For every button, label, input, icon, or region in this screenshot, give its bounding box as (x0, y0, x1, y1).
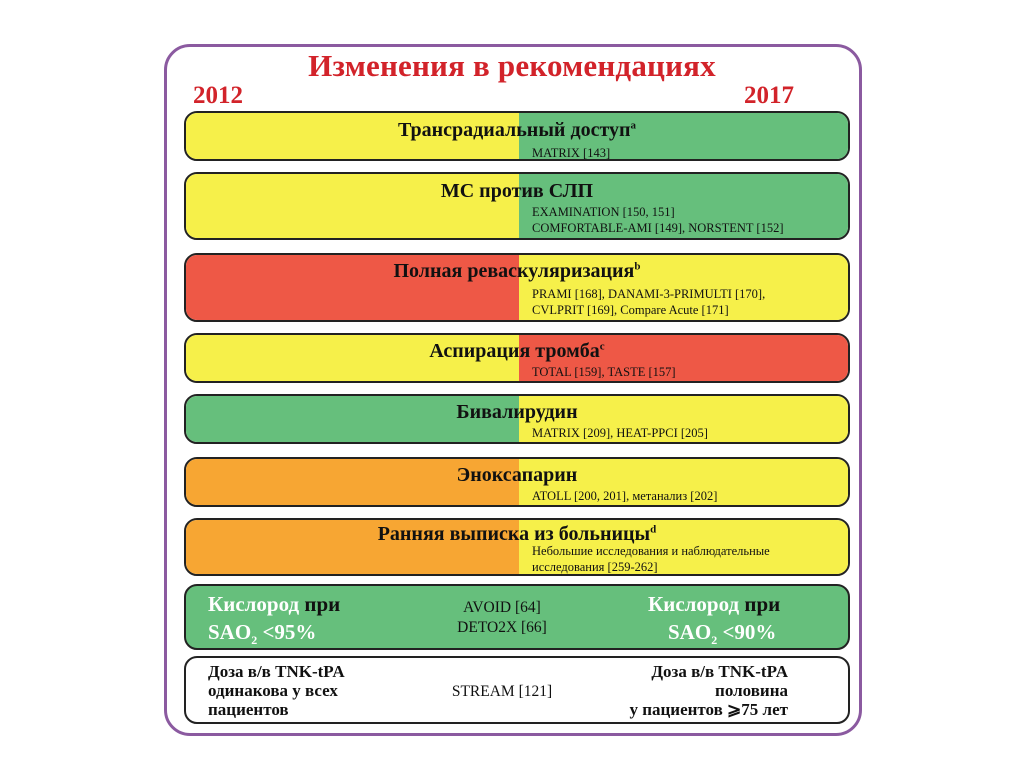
row-title: Ранняя выписка из больницы$^d$ (377, 523, 657, 545)
dose-left: Доза в/в TNK-tPA одинакова у всех пациентов (208, 662, 345, 719)
row-title: Эноксапарин (456, 464, 578, 486)
row-complete-revascularization (184, 253, 850, 322)
row-title: Аспирация тромба$^c$ (429, 340, 605, 362)
year-right: 2017 (744, 82, 794, 109)
row-refs: MATRIX [143] (532, 146, 611, 160)
dose-refs: STREAM [121] (451, 683, 553, 700)
row-title: Трансрадиальный доступ$^a$ (397, 119, 637, 141)
row-refs: PRAMI [168], DANAMI-3-PRIMULTI [170], CVLPRIT [169], Compare Acute [171] (532, 287, 766, 317)
oxygen-left: Кислород при $SAO_2 <95\%$ (208, 592, 341, 648)
row-refs: TOTAL [159], TASTE [157] (532, 365, 676, 379)
row-enoxaparin (184, 457, 850, 507)
row-early-discharge (184, 518, 850, 576)
row-refs: Небольшие исследования и наблюдательные исследования [259-262] (532, 544, 770, 574)
row-transradial (184, 111, 850, 161)
dose-right: Доза в/в TNK-tPA половина у пациентов ⩾75 лет (629, 662, 788, 719)
oxygen-right: Кислород при $SAO_2 <90\%$ (648, 592, 781, 648)
row-refs: ATOLL [200, 201], метанализ [202] (532, 489, 718, 503)
page-title: Изменения в рекомендациях (308, 48, 716, 83)
row-refs: EXAMINATION [150, 151] COMFORTABLE-AMI [149], NORSTENT [152] (532, 205, 784, 235)
row-bms-vs-des (184, 172, 850, 240)
row-title: Бивалирудин (456, 401, 578, 423)
row-oxygen (184, 584, 850, 650)
row-title: Полная реваскуляризация$^b$ (393, 260, 641, 282)
row-thrombus-aspiration (184, 333, 850, 383)
row-refs: MATRIX [209], HEAT-PPCI [205] (532, 426, 708, 440)
oxygen-refs: AVOID [64] DETO2X [66] (457, 599, 547, 636)
row-title: МС против СЛП (440, 180, 594, 202)
year-left: 2012 (193, 82, 243, 109)
row-bivalirudin (184, 394, 850, 444)
row-tnk-dose (184, 656, 850, 724)
